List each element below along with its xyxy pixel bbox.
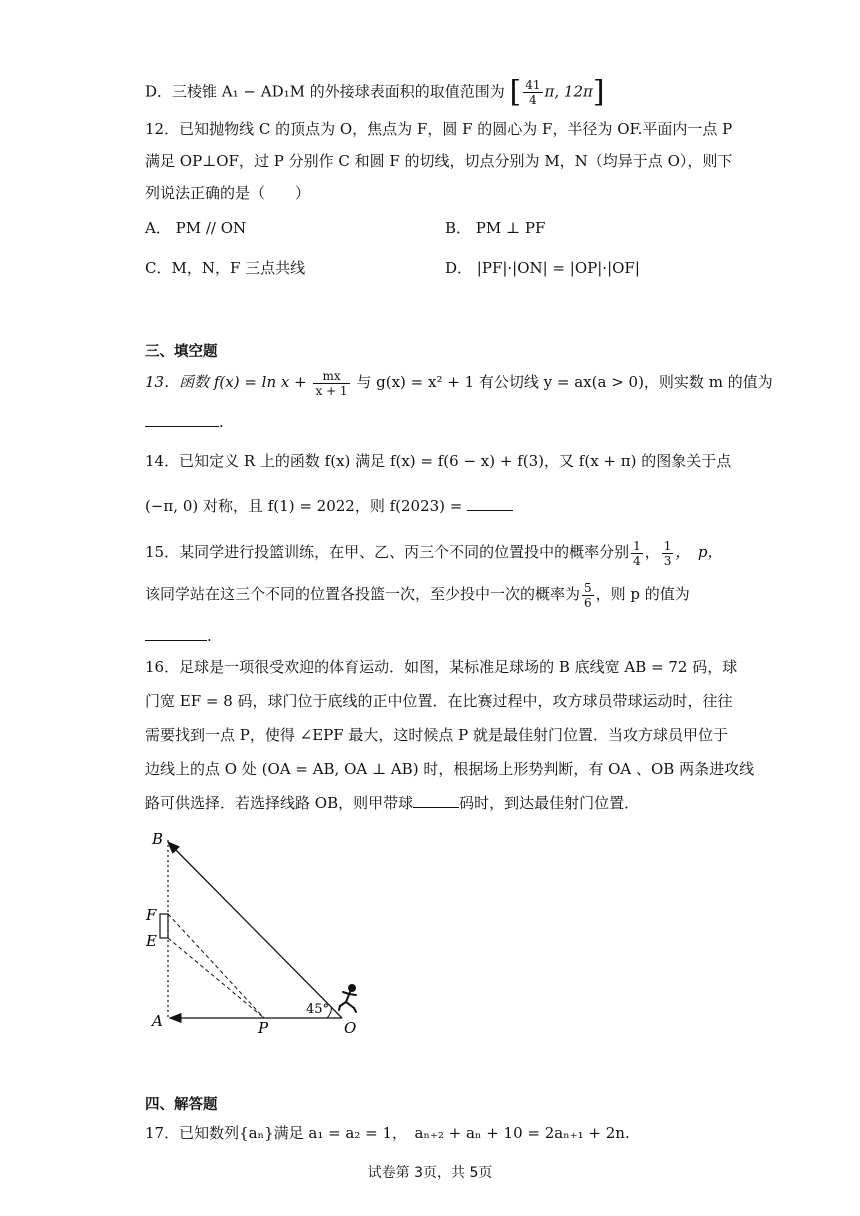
q12-option-a: A． PM // ON bbox=[145, 219, 247, 237]
frac-num: 41 bbox=[525, 78, 541, 92]
q11-option-d bbox=[145, 74, 605, 110]
q15-end: . bbox=[207, 627, 212, 645]
q14-answer-blank[interactable] bbox=[467, 494, 513, 511]
q13-pre: 13．函数 f(x) = ln x + bbox=[145, 373, 307, 391]
q13-post: 与 g(x) = x² + 1 有公切线 y = ax(a > 0)，则实数 m 的值为 bbox=[356, 373, 773, 391]
q11d-text: D．三棱锥 A₁ − AD₁M 的外接球表面积的取值范围为 bbox=[145, 82, 505, 101]
q15-line-2 bbox=[145, 578, 690, 610]
label-o: O bbox=[344, 1019, 357, 1037]
q15-answer-blank[interactable] bbox=[145, 624, 207, 641]
section-fill-in: 三、填空题 bbox=[145, 344, 218, 360]
q13-line-2 bbox=[145, 410, 224, 434]
q15-line-3 bbox=[145, 624, 212, 648]
q15-f3-num: 5 bbox=[584, 580, 592, 595]
q14-line-2-text: (−π, 0) 对称，且 f(1) = 2022，则 f(2023) = bbox=[145, 497, 463, 515]
q13-frac-num: mx bbox=[313, 369, 349, 384]
q16-line5-pre: 路可供选择．若选择线路 OB，则甲带球 bbox=[145, 794, 414, 812]
line-ep-dashed bbox=[168, 938, 264, 1018]
section-answer: 四、解答题 bbox=[145, 1097, 218, 1113]
q15-tail: ， p， bbox=[675, 543, 723, 561]
q15-line2-post: ，则 p 的值为 bbox=[595, 585, 690, 603]
q13-fraction bbox=[313, 369, 349, 398]
range-rest: π, 12π bbox=[544, 82, 593, 101]
page-footer: 试卷第 3页，共 5页 bbox=[367, 1165, 493, 1181]
q15-line2-pre: 该同学站在这三个不同的位置各投篮一次，至少投中一次的概率为 bbox=[145, 585, 581, 603]
q14-line-1: 14．已知定义 R 上的函数 f(x) 满足 f(x) = f(6 − x) + f(3)，又 f(x + π) 的图象关于点 bbox=[145, 452, 732, 470]
label-f: F bbox=[146, 906, 157, 924]
goal-box bbox=[160, 914, 168, 938]
q12-line-1: 12．已知抛物线 C 的顶点为 O，焦点为 F，圆 F 的圆心为 F，半径为 OF.平面内一点 P bbox=[145, 120, 733, 138]
q15-f3-den: 6 bbox=[584, 595, 592, 610]
q17-line-1: 17．已知数列{aₙ}满足 a₁ = a₂ = 1， aₙ₊₂ + aₙ + 10 = 2aₙ₊₁ + 2n. bbox=[145, 1124, 630, 1142]
q13-frac-den: x + 1 bbox=[315, 383, 348, 398]
football-field-figure bbox=[140, 828, 370, 1043]
q15-fraction-3 bbox=[582, 581, 594, 610]
q12-option-d: D． |PF|·|ON| = |OP|·|OF| bbox=[445, 259, 640, 277]
label-e: E bbox=[146, 932, 157, 950]
range-left-bracket: [ bbox=[509, 74, 522, 110]
q16-line-5 bbox=[145, 791, 639, 815]
q15-f2-num: 1 bbox=[663, 538, 672, 553]
label-a: A bbox=[152, 1012, 163, 1030]
line-fp-dashed bbox=[168, 914, 264, 1018]
q16-line-2: 门宽 EF = 8 码，球门位于底线的正中位置．在比赛过程中，攻方球员带球运动时，往往 bbox=[145, 692, 733, 710]
frac-den: 4 bbox=[529, 93, 537, 107]
q13-line-1 bbox=[145, 366, 773, 398]
label-p: P bbox=[258, 1019, 269, 1037]
runner-icon bbox=[339, 985, 356, 1012]
q12-line-2: 满足 OP⊥OF，过 P 分别作 C 和圆 F 的切线，切点分别为 M，N（均异于点 O），则下 bbox=[145, 152, 733, 170]
q12-line-3: 列说法正确的是（ ） bbox=[145, 184, 311, 202]
angle-45-label: 45° bbox=[306, 1002, 330, 1017]
q15-sep: ， bbox=[644, 543, 660, 561]
q15-f2-den: 3 bbox=[663, 553, 672, 568]
q16-line-1: 16．足球是一项很受欢迎的体育运动．如图，某标准足球场的 B 底线宽 AB = 72 码，球 bbox=[145, 658, 738, 676]
q16-line5-post: 码时，到达最佳射门位置． bbox=[459, 794, 640, 812]
q15-line-1 bbox=[145, 536, 723, 568]
q14-line-2 bbox=[145, 494, 513, 518]
label-b: B bbox=[152, 830, 164, 848]
q16-answer-blank[interactable] bbox=[413, 791, 459, 808]
q12-option-b: B． PM ⊥ PF bbox=[445, 219, 546, 237]
q16-line-4: 边线上的点 O 处 (OA = AB, OA ⊥ AB) 时，根据场上形势判断，有 OA 、OB 两条进攻线 bbox=[145, 760, 755, 778]
range-right-bracket: ] bbox=[592, 74, 605, 110]
q15-f1-num: 1 bbox=[633, 538, 641, 553]
line-ob-arrow bbox=[168, 842, 342, 1018]
q15-fraction-2 bbox=[662, 539, 674, 568]
q13-answer-blank[interactable] bbox=[145, 410, 219, 427]
q15-f1-den: 4 bbox=[633, 553, 641, 568]
fraction-41-4 bbox=[523, 78, 542, 107]
q15-fraction-1 bbox=[631, 539, 643, 568]
q16-line-3: 需要找到一点 P，使得 ∠EPF 最大，这时候点 P 就是最佳射门位置．当攻方球员甲位于 bbox=[145, 726, 729, 744]
q13-end: . bbox=[219, 413, 224, 431]
q15-pre: 15．某同学进行投篮训练，在甲、乙、丙三个不同的位置投中的概率分别 bbox=[145, 543, 630, 561]
q12-option-c: C．M，N，F 三点共线 bbox=[145, 259, 306, 277]
